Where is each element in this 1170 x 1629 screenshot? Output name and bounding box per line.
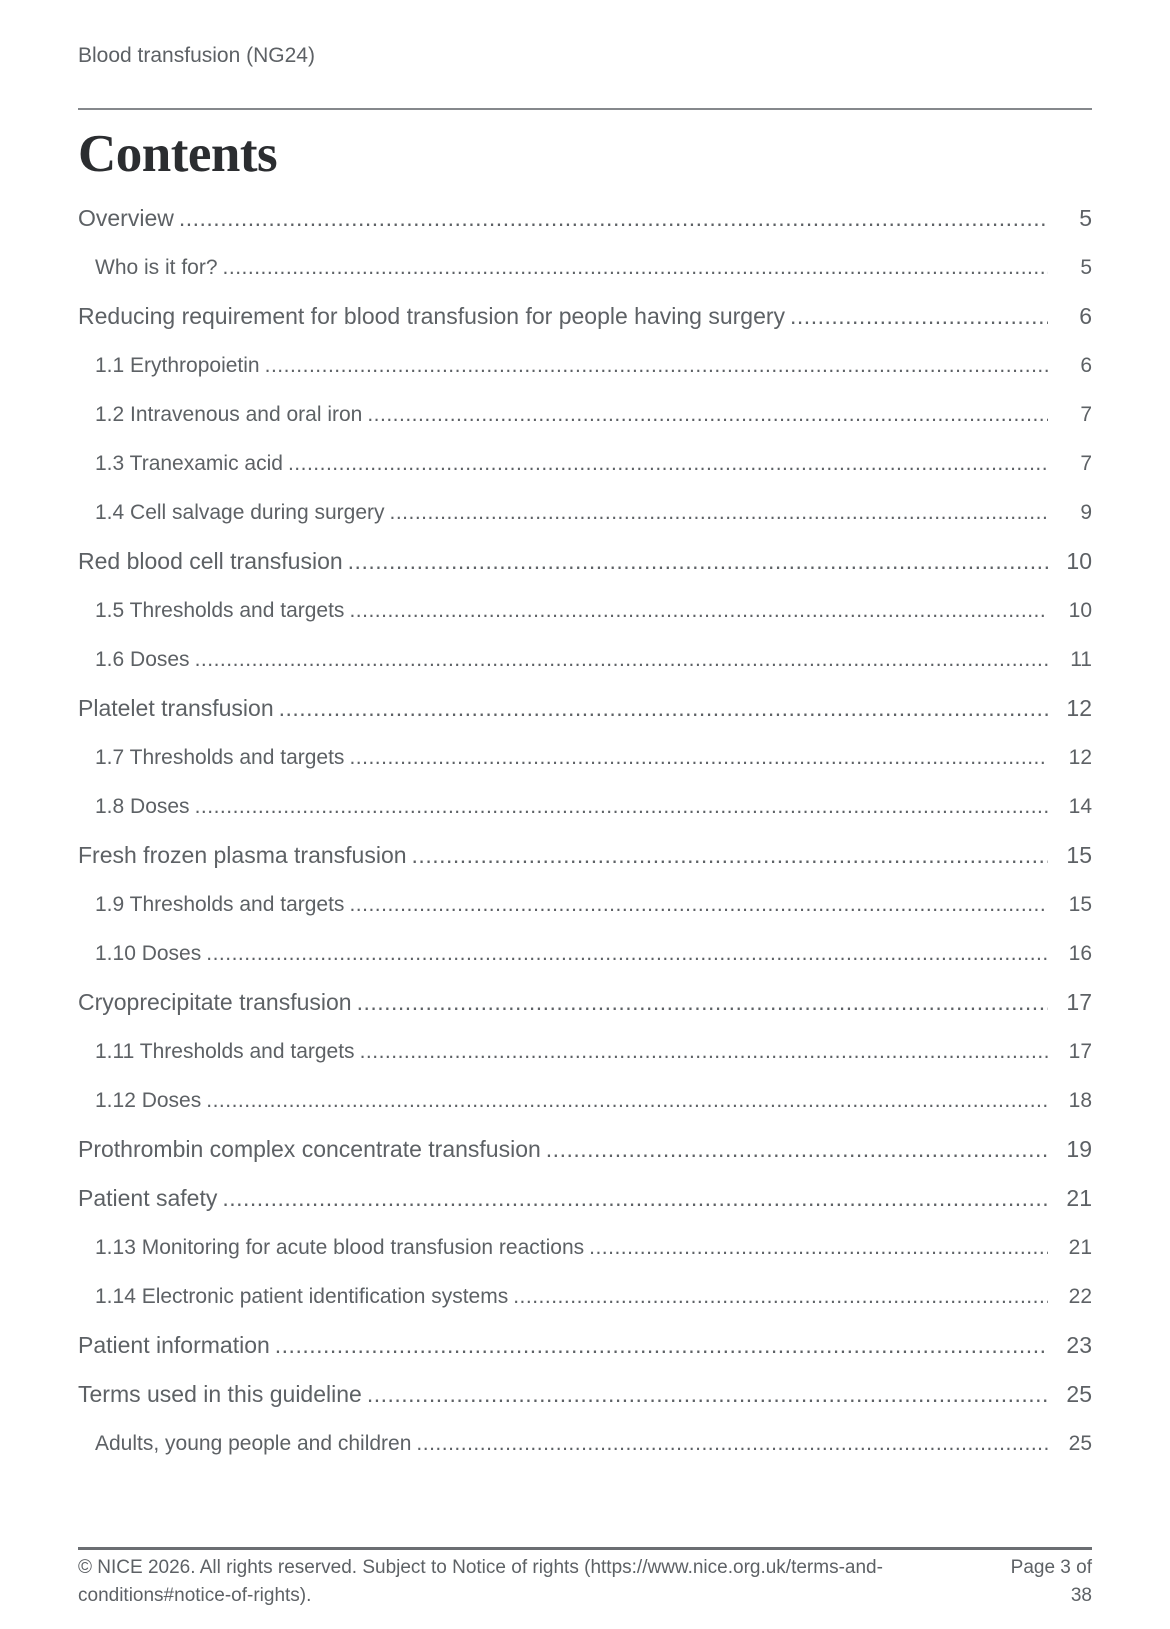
toc-entry[interactable] [78, 499, 1092, 526]
toc-entry-label: Patient information [78, 1332, 270, 1358]
running-header: Blood transfusion (NG24) [78, 44, 315, 67]
toc-entry-page: 10 [1068, 599, 1092, 622]
toc-entry-page: 16 [1068, 942, 1092, 965]
toc-entry-label: 1.9 Thresholds and targets [95, 893, 345, 916]
toc-entry-label: 1.8 Doses [95, 795, 190, 818]
toc-entry-page: 25 [1068, 1432, 1092, 1455]
toc-entry-page: 12 [1066, 695, 1092, 721]
toc-entry-page: 22 [1068, 1285, 1092, 1308]
toc-leader-dots [390, 499, 1049, 526]
toc-entry-label: Cryoprecipitate transfusion [78, 989, 352, 1015]
toc-entry-label: Overview [78, 205, 174, 231]
toc-entry-label: Who is it for? [95, 256, 218, 279]
toc-leader-dots [349, 597, 1048, 624]
toc-leader-dots [790, 303, 1048, 330]
toc-entry-page: 7 [1080, 452, 1092, 475]
toc-leader-dots [349, 744, 1048, 771]
toc-entry[interactable] [78, 1381, 1092, 1408]
toc-leader-dots [195, 793, 1048, 820]
toc-entry-page: 6 [1080, 354, 1092, 377]
copyright-notice [78, 1554, 991, 1610]
toc-entry-label: 1.13 Monitoring for acute blood transfusion reactions [95, 1236, 585, 1259]
toc-entry[interactable] [78, 1234, 1092, 1261]
toc-leader-dots [265, 352, 1048, 379]
toc-entry[interactable] [78, 205, 1092, 232]
toc-entry[interactable] [78, 450, 1092, 477]
toc-entry[interactable] [78, 254, 1092, 281]
toc-entry[interactable] [78, 1430, 1092, 1457]
toc-entry-page: 18 [1068, 1089, 1092, 1112]
toc-entry-page: 21 [1068, 1236, 1092, 1259]
table-of-contents [78, 205, 1092, 1457]
page-title: Contents [78, 125, 278, 183]
toc-entry[interactable] [78, 793, 1092, 820]
toc-entry-page: 10 [1066, 548, 1092, 574]
toc-entry-page: 5 [1079, 205, 1092, 231]
toc-leader-dots [416, 1430, 1048, 1457]
toc-entry-page: 11 [1070, 648, 1092, 671]
toc-leader-dots [206, 1087, 1048, 1114]
toc-leader-dots [206, 940, 1048, 967]
page-number-line-1: Page 3 of [1010, 1557, 1092, 1578]
toc-entry[interactable] [78, 842, 1092, 869]
toc-entry[interactable] [78, 891, 1092, 918]
toc-leader-dots [349, 891, 1048, 918]
toc-leader-dots [589, 1234, 1048, 1261]
toc-entry-label: 1.5 Thresholds and targets [95, 599, 345, 622]
toc-leader-dots [279, 695, 1048, 722]
toc-entry-label: Reducing requirement for blood transfusion for people having surgery [78, 303, 786, 329]
toc-entry-label: 1.7 Thresholds and targets [95, 746, 345, 769]
toc-leader-dots [275, 1332, 1048, 1359]
toc-entry-page: 25 [1066, 1381, 1092, 1407]
toc-entry[interactable] [78, 1283, 1092, 1310]
toc-entry-page: 17 [1066, 989, 1092, 1015]
toc-leader-dots [357, 989, 1048, 1016]
toc-leader-dots [288, 450, 1048, 477]
page-footer [78, 1547, 1092, 1610]
toc-entry-label: 1.1 Erythropoietin [95, 354, 260, 377]
page-number-line-2: 38 [1070, 1585, 1092, 1606]
copyright-notice-line-2: conditions#notice-of-rights). [78, 1585, 312, 1606]
toc-entry-label: Prothrombin complex concentrate transfusion [78, 1136, 541, 1162]
toc-entry-label: Patient safety [78, 1185, 218, 1211]
toc-entry[interactable] [78, 1136, 1092, 1163]
toc-entry-page: 17 [1068, 1040, 1092, 1063]
toc-leader-dots [348, 548, 1048, 575]
toc-entry-label: 1.10 Doses [95, 942, 202, 965]
toc-leader-dots [222, 1185, 1048, 1212]
toc-entry[interactable] [78, 352, 1092, 379]
toc-entry[interactable] [78, 1185, 1092, 1212]
toc-entry-page: 5 [1080, 256, 1092, 279]
toc-leader-dots [360, 1038, 1048, 1065]
toc-leader-dots [179, 205, 1048, 232]
toc-leader-dots [195, 646, 1048, 673]
toc-entry[interactable] [78, 1332, 1092, 1359]
toc-entry[interactable] [78, 303, 1092, 330]
toc-entry-page: 19 [1066, 1136, 1092, 1162]
toc-entry[interactable] [78, 989, 1092, 1016]
toc-entry-page: 6 [1079, 303, 1092, 329]
toc-entry-label: Terms used in this guideline [78, 1381, 362, 1407]
toc-entry-label: Red blood cell transfusion [78, 548, 343, 574]
header-divider [78, 108, 1092, 110]
toc-entry-label: Platelet transfusion [78, 695, 274, 721]
toc-entry-label: 1.3 Tranexamic acid [95, 452, 283, 475]
toc-entry[interactable] [78, 940, 1092, 967]
toc-leader-dots [513, 1283, 1048, 1310]
toc-entry-page: 23 [1066, 1332, 1092, 1358]
toc-entry-page: 7 [1080, 403, 1092, 426]
toc-entry-page: 12 [1068, 746, 1092, 769]
toc-entry-label: 1.6 Doses [95, 648, 190, 671]
toc-entry[interactable] [78, 548, 1092, 575]
copyright-notice-line-1: © NICE 2026. All rights reserved. Subject to Notice of rights (https://www.nice.org.uk/terms-and- [78, 1557, 883, 1578]
toc-leader-dots [412, 842, 1048, 869]
toc-entry[interactable] [78, 1087, 1092, 1114]
toc-leader-dots [223, 254, 1048, 281]
toc-leader-dots [367, 1381, 1048, 1408]
toc-entry-label: 1.12 Doses [95, 1089, 202, 1112]
footer-divider [78, 1547, 1092, 1550]
toc-entry-page: 15 [1066, 842, 1092, 868]
toc-entry[interactable] [78, 695, 1092, 722]
toc-leader-dots [546, 1136, 1048, 1163]
toc-entry-page: 14 [1068, 795, 1092, 818]
toc-entry-label: 1.2 Intravenous and oral iron [95, 403, 363, 426]
toc-entry[interactable] [78, 597, 1092, 624]
toc-entry[interactable] [78, 744, 1092, 771]
toc-entry[interactable] [78, 1038, 1092, 1065]
toc-entry-label: Fresh frozen plasma transfusion [78, 842, 407, 868]
toc-entry-label: 1.14 Electronic patient identification systems [95, 1285, 509, 1308]
toc-leader-dots [367, 401, 1048, 428]
toc-entry-page: 9 [1080, 501, 1092, 524]
toc-entry[interactable] [78, 646, 1092, 673]
toc-entry[interactable] [78, 401, 1092, 428]
toc-entry-label: 1.11 Thresholds and targets [95, 1040, 355, 1063]
toc-entry-page: 21 [1066, 1185, 1092, 1211]
toc-entry-page: 15 [1068, 893, 1092, 916]
toc-entry-label: 1.4 Cell salvage during surgery [95, 501, 385, 524]
page-number-indicator [991, 1554, 1092, 1610]
toc-entry-label: Adults, young people and children [95, 1432, 412, 1455]
